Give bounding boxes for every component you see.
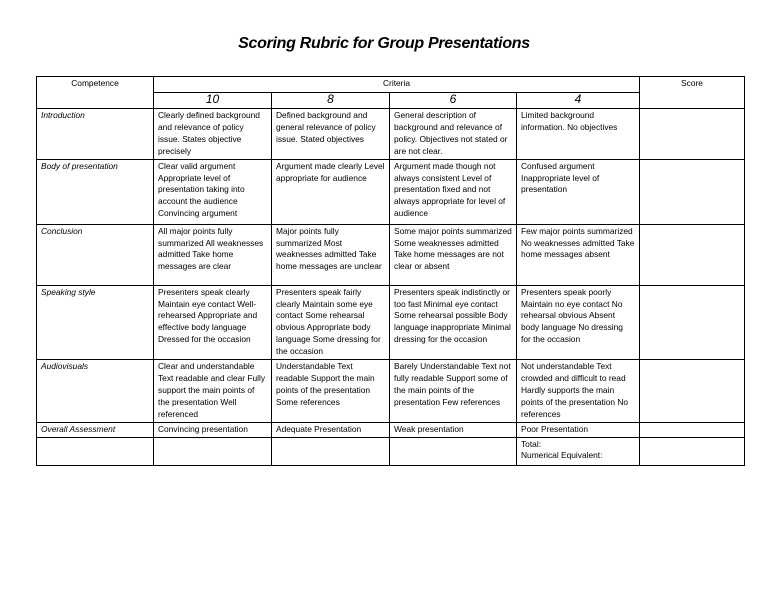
competence-header: Competence (37, 77, 154, 109)
criteria-cell: Limited background information. No objectives (517, 109, 640, 160)
score-cell[interactable] (640, 360, 745, 423)
criteria-cell: Clearly defined background and relevance of policy issue. States objective precisely (154, 109, 272, 160)
criteria-cell: Adequate Presentation (272, 422, 390, 437)
level-8-header: 8 (272, 93, 390, 109)
competence-label: Conclusion (37, 224, 154, 285)
criteria-cell: Argument made clearly Level appropriate for audience (272, 159, 390, 224)
score-header: Score (640, 77, 745, 109)
competence-label: Overall Assessment (37, 422, 154, 437)
level-4-header: 4 (517, 93, 640, 109)
empty-cell (154, 437, 272, 465)
totals-row (37, 437, 745, 465)
criteria-cell: Not understandable Text crowded and difficult to read Hardly supports the main points of the presentation No references (517, 360, 640, 423)
criteria-header: Criteria (154, 77, 640, 93)
criteria-cell: Barely Understandable Text not fully readable Support some of the main points of the presentation Few references (390, 360, 517, 423)
criteria-cell: Presenters speak poorly Maintain no eye contact No rehearsal obvious Absent body language No dressing for the occasion (517, 285, 640, 359)
criteria-cell: Presenters speak indistinctly or too fast Minimal eye contact Some rehearsal possible Body language inappropriate Minimal dressing for the occasion (390, 285, 517, 359)
criteria-cell: Confused argument Inappropriate level of presentation (517, 159, 640, 224)
table-row (37, 109, 745, 160)
competence-label: Audiovisuals (37, 360, 154, 423)
total-label: Total: (521, 438, 542, 449)
table-row (37, 285, 745, 359)
competence-label: Introduction (37, 109, 154, 160)
page-title: Scoring Rubric for Group Presentations (238, 35, 530, 52)
numerical-equivalent-label: Numerical Equivalent: (521, 450, 603, 461)
criteria-cell: Major points fully summarized Most weaknesses admitted Take home messages are unclear (272, 224, 390, 285)
criteria-cell: Poor Presentation (517, 422, 640, 437)
criteria-cell: Presenters speak fairly clearly Maintain some eye contact Some rehearsal obvious Appropriate body language Some dressing for the occasion (272, 285, 390, 359)
score-cell[interactable] (640, 285, 745, 359)
level-6-header: 6 (390, 93, 517, 109)
total-score-cell[interactable] (640, 437, 745, 465)
criteria-cell: Weak presentation (390, 422, 517, 437)
empty-cell (390, 437, 517, 465)
criteria-cell: Clear and understandable Text readable and clear Fully support the main points of the presentation Well referenced (154, 360, 272, 423)
score-cell[interactable] (640, 224, 745, 285)
score-cell[interactable] (640, 422, 745, 437)
competence-label: Speaking style (37, 285, 154, 359)
criteria-cell: Few major points summarized No weaknesses admitted Take home messages absent (517, 224, 640, 285)
criteria-cell: Understandable Text readable Support the main points of the presentation Some references (272, 360, 390, 423)
rubric-table (36, 76, 745, 466)
table-row (37, 159, 745, 224)
criteria-cell: Argument made though not always consistent Level of presentation fixed and not always appropriate for level of audience (390, 159, 517, 224)
table-row (37, 224, 745, 285)
competence-label: Body of presentation (37, 159, 154, 224)
table-row (37, 360, 745, 423)
criteria-cell: Defined background and general relevance of policy issue. Stated objectives (272, 109, 390, 160)
criteria-cell: Clear valid argument Appropriate level of presentation taking into account the audience Convincing argument (154, 159, 272, 224)
criteria-cell: Presenters speak clearly Maintain eye contact Well-rehearsed Appropriate and effective body language Dressed for the occasion (154, 285, 272, 359)
table-row (37, 422, 745, 437)
criteria-cell: Convincing presentation (154, 422, 272, 437)
empty-cell (37, 437, 154, 465)
empty-cell (272, 437, 390, 465)
criteria-cell: General description of background and relevance of policy. Objectives not stated or are not clear. (390, 109, 517, 160)
level-10-header: 10 (154, 93, 272, 109)
totals-labels (517, 437, 640, 465)
score-cell[interactable] (640, 159, 745, 224)
criteria-cell: All major points fully summarized All weaknesses admitted Take home messages are clear (154, 224, 272, 285)
criteria-cell: Some major points summarized Some weaknesses admitted Take home messages are not clear or absent (390, 224, 517, 285)
score-cell[interactable] (640, 109, 745, 160)
